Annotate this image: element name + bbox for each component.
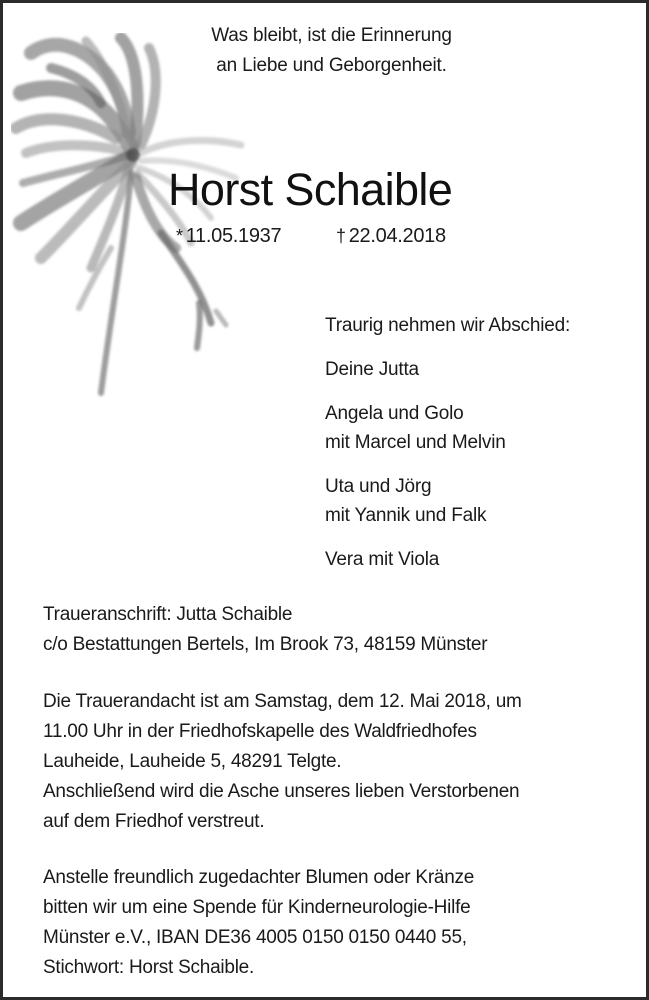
motto-line: Was bleibt, ist die Erinnerung [211,25,452,46]
birth-star-icon: * [176,226,183,246]
death-date-group [336,222,446,250]
motto-line: an Liebe und Geborgenheit. [216,55,447,76]
flower-illustration-icon [11,33,251,403]
mourner-group [325,355,570,384]
birth-date-group [176,222,281,250]
ceremony-line: auf dem Friedhof verstreut. [43,811,265,832]
ceremony-info [43,687,522,837]
mourner-group [325,399,570,457]
ceremony-line: Lauheide, Lauheide 5, 48291 Telgte. [43,751,342,772]
mourner-line: Uta und Jörg [325,476,432,497]
address-line: Traueranschrift: Jutta Schaible [43,604,293,625]
mourners-list [325,311,570,589]
mourning-address [43,600,487,660]
mourner-line: Vera mit Viola [325,549,440,570]
mourners-heading: Traurig nehmen wir Abschied: [325,315,571,336]
death-cross-icon: † [336,226,346,246]
donation-line: bitten wir um eine Spende für Kinderneurologie-Hilfe [43,897,471,918]
ceremony-line: 11.00 Uhr in der Friedhofskapelle des Waldfriedhofes [43,721,477,742]
ceremony-line: Die Trauerandacht ist am Samstag, dem 12. Mai 2018, um [43,691,522,712]
mourner-line: mit Marcel und Melvin [325,432,506,453]
donation-line: Münster e.V., IBAN DE36 4005 0150 0150 0440 55, [43,927,467,948]
birth-date: 11.05.1937 [185,225,282,247]
mourner-line: Angela und Golo [325,403,464,424]
mourner-line: Deine Jutta [325,359,419,380]
donation-request [43,863,474,983]
donation-line: Stichwort: Horst Schaible. [43,957,255,978]
mourner-group [325,472,570,530]
mourner-group [325,545,570,574]
donation-line: Anstelle freundlich zugedachter Blumen oder Kränze [43,867,475,888]
address-line: c/o Bestattungen Bertels, Im Brook 73, 48159 Münster [43,634,488,655]
motto-quote [3,21,649,81]
death-date: 22.04.2018 [348,225,446,247]
mourner-line: mit Yannik und Falk [325,505,487,526]
ceremony-line: Anschließend wird die Asche unseres lieben Verstorbenen [43,781,520,802]
deceased-name: Horst Schaible [168,164,453,215]
